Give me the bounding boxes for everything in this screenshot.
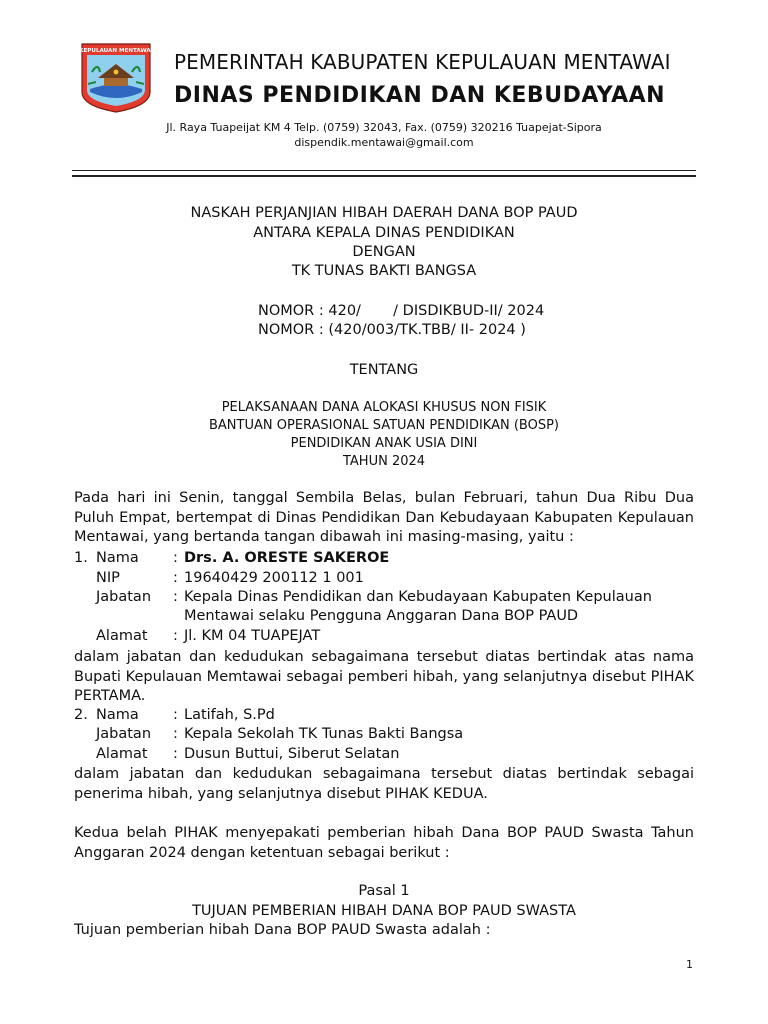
party1-jabatan-value-1: Kepala Dinas Pendidikan dan Kebudayaan Kabupaten Kepulauan: [184, 589, 652, 605]
page-number: 1: [686, 958, 693, 971]
government-name: PEMERINTAH KABUPATEN KEPULAUAN MENTAWAI: [174, 50, 671, 74]
party1-nip-label: NIP: [96, 570, 120, 586]
intro-paragraph: Pada hari ini Senin, tanggal Sembila Belas, bulan Februari, tahun Dua Ribu Dua Puluh Empat, bertempat di Dinas Pendidikan Dan Kebudayaan Kabupaten Kepulauan Mentawai, yang bertanda tangan dibawah ini masing-masing, yaitu :: [74, 490, 694, 545]
subject-line-1: PELAKSANAAN DANA ALOKASI KHUSUS NON FISIK: [221, 400, 547, 415]
logo-text: KEPULAUAN MENTAWAI: [79, 48, 153, 54]
party2-alamat-label: Alamat: [96, 746, 148, 762]
pasal-text: Tujuan pemberian hibah Dana BOP PAUD Swasta adalah :: [74, 922, 491, 938]
party1-number: 1.: [74, 550, 88, 566]
pasal-heading: TUJUAN PEMBERIAN HIBAH DANA BOP PAUD SWASTA: [192, 903, 576, 919]
party1-alamat-label: Alamat: [96, 628, 148, 644]
subject-line-3: PENDIDIKAN ANAK USIA DINI: [290, 436, 478, 451]
office-address: Jl. Raya Tuapeijat KM 4 Telp. (0759) 32043, Fax. (0759) 320216 Tuapejat-Sipora: [166, 121, 602, 134]
party2-number: 2.: [74, 707, 88, 723]
party1-jabatan-label: Jabatan: [96, 589, 152, 605]
party1-nama-label: Nama: [96, 550, 139, 566]
colon: :: [173, 726, 178, 742]
party2-nama-label: Nama: [96, 707, 139, 723]
party1-jabatan-value-2: Mentawai selaku Pengguna Anggaran Dana BOP PAUD: [184, 608, 579, 624]
office-email: dispendik.mentawai@gmail.com: [294, 136, 474, 149]
party2-alamat-value: Dusun Buttui, Siberut Selatan: [184, 746, 400, 762]
subject-line-2: BANTUAN OPERASIONAL SATUAN PENDIDIKAN (BOSP): [209, 418, 559, 433]
colon: :: [173, 550, 178, 566]
subject-line-4: TAHUN 2024: [342, 454, 426, 469]
nomor-dinas: NOMOR : 420/ / DISDIKBUD-II/ 2024: [258, 303, 545, 319]
pasal-number: Pasal 1: [358, 883, 410, 899]
party1-nama-value: Drs. A. ORESTE SAKEROE: [184, 550, 390, 566]
tentang-heading: TENTANG: [349, 362, 419, 378]
party1-alamat-value: Jl. KM 04 TUAPEJAT: [184, 628, 321, 644]
party1-description: dalam jabatan dan kedudukan sebagaimana tersebut diatas bertindak atas nama Bupati Kepulauan Memtawai sebagai pemberi hibah, yang selanjutnya disebut PIHAK PERTAMA.: [74, 649, 694, 704]
agreement-paragraph: Kedua belah PIHAK menyepakati pemberian hibah Dana BOP PAUD Swasta Tahun Anggaran 2024 dengan ketentuan sebagai berikut :: [74, 825, 694, 861]
title-line-2: ANTARA KEPALA DINAS PENDIDIKAN: [253, 225, 515, 241]
colon: :: [173, 628, 178, 644]
party2-jabatan-value: Kepala Sekolah TK Tunas Bakti Bangsa: [184, 726, 464, 742]
colon: :: [173, 746, 178, 762]
colon: :: [173, 570, 178, 586]
party2-jabatan-label: Jabatan: [96, 726, 152, 742]
party1-nip-value: 19640429 200112 1 001: [184, 570, 364, 586]
colon: :: [173, 707, 178, 723]
colon: :: [173, 589, 178, 605]
nomor-sekolah: NOMOR : (420/003/TK.TBB/ II- 2024 ): [258, 322, 526, 338]
party2-nama-value: Latifah, S.Pd: [184, 707, 275, 723]
party2-description: dalam jabatan dan kedudukan sebagaimana tersebut diatas bertindak sebagai penerima hibah, yang selanjutnya disebut PIHAK KEDUA.: [74, 766, 694, 802]
department-name: DINAS PENDIDIKAN DAN KEBUDAYAAN: [174, 83, 666, 108]
title-line-4: TK TUNAS BAKTI BANGSA: [291, 263, 477, 279]
letterhead-rule-thick: [72, 175, 696, 177]
regency-emblem-logo: [78, 42, 154, 114]
letterhead-rule-thin: [72, 170, 696, 171]
title-line-1: NASKAH PERJANJIAN HIBAH DAERAH DANA BOP PAUD: [190, 205, 578, 221]
title-line-3: DENGAN: [352, 244, 416, 260]
